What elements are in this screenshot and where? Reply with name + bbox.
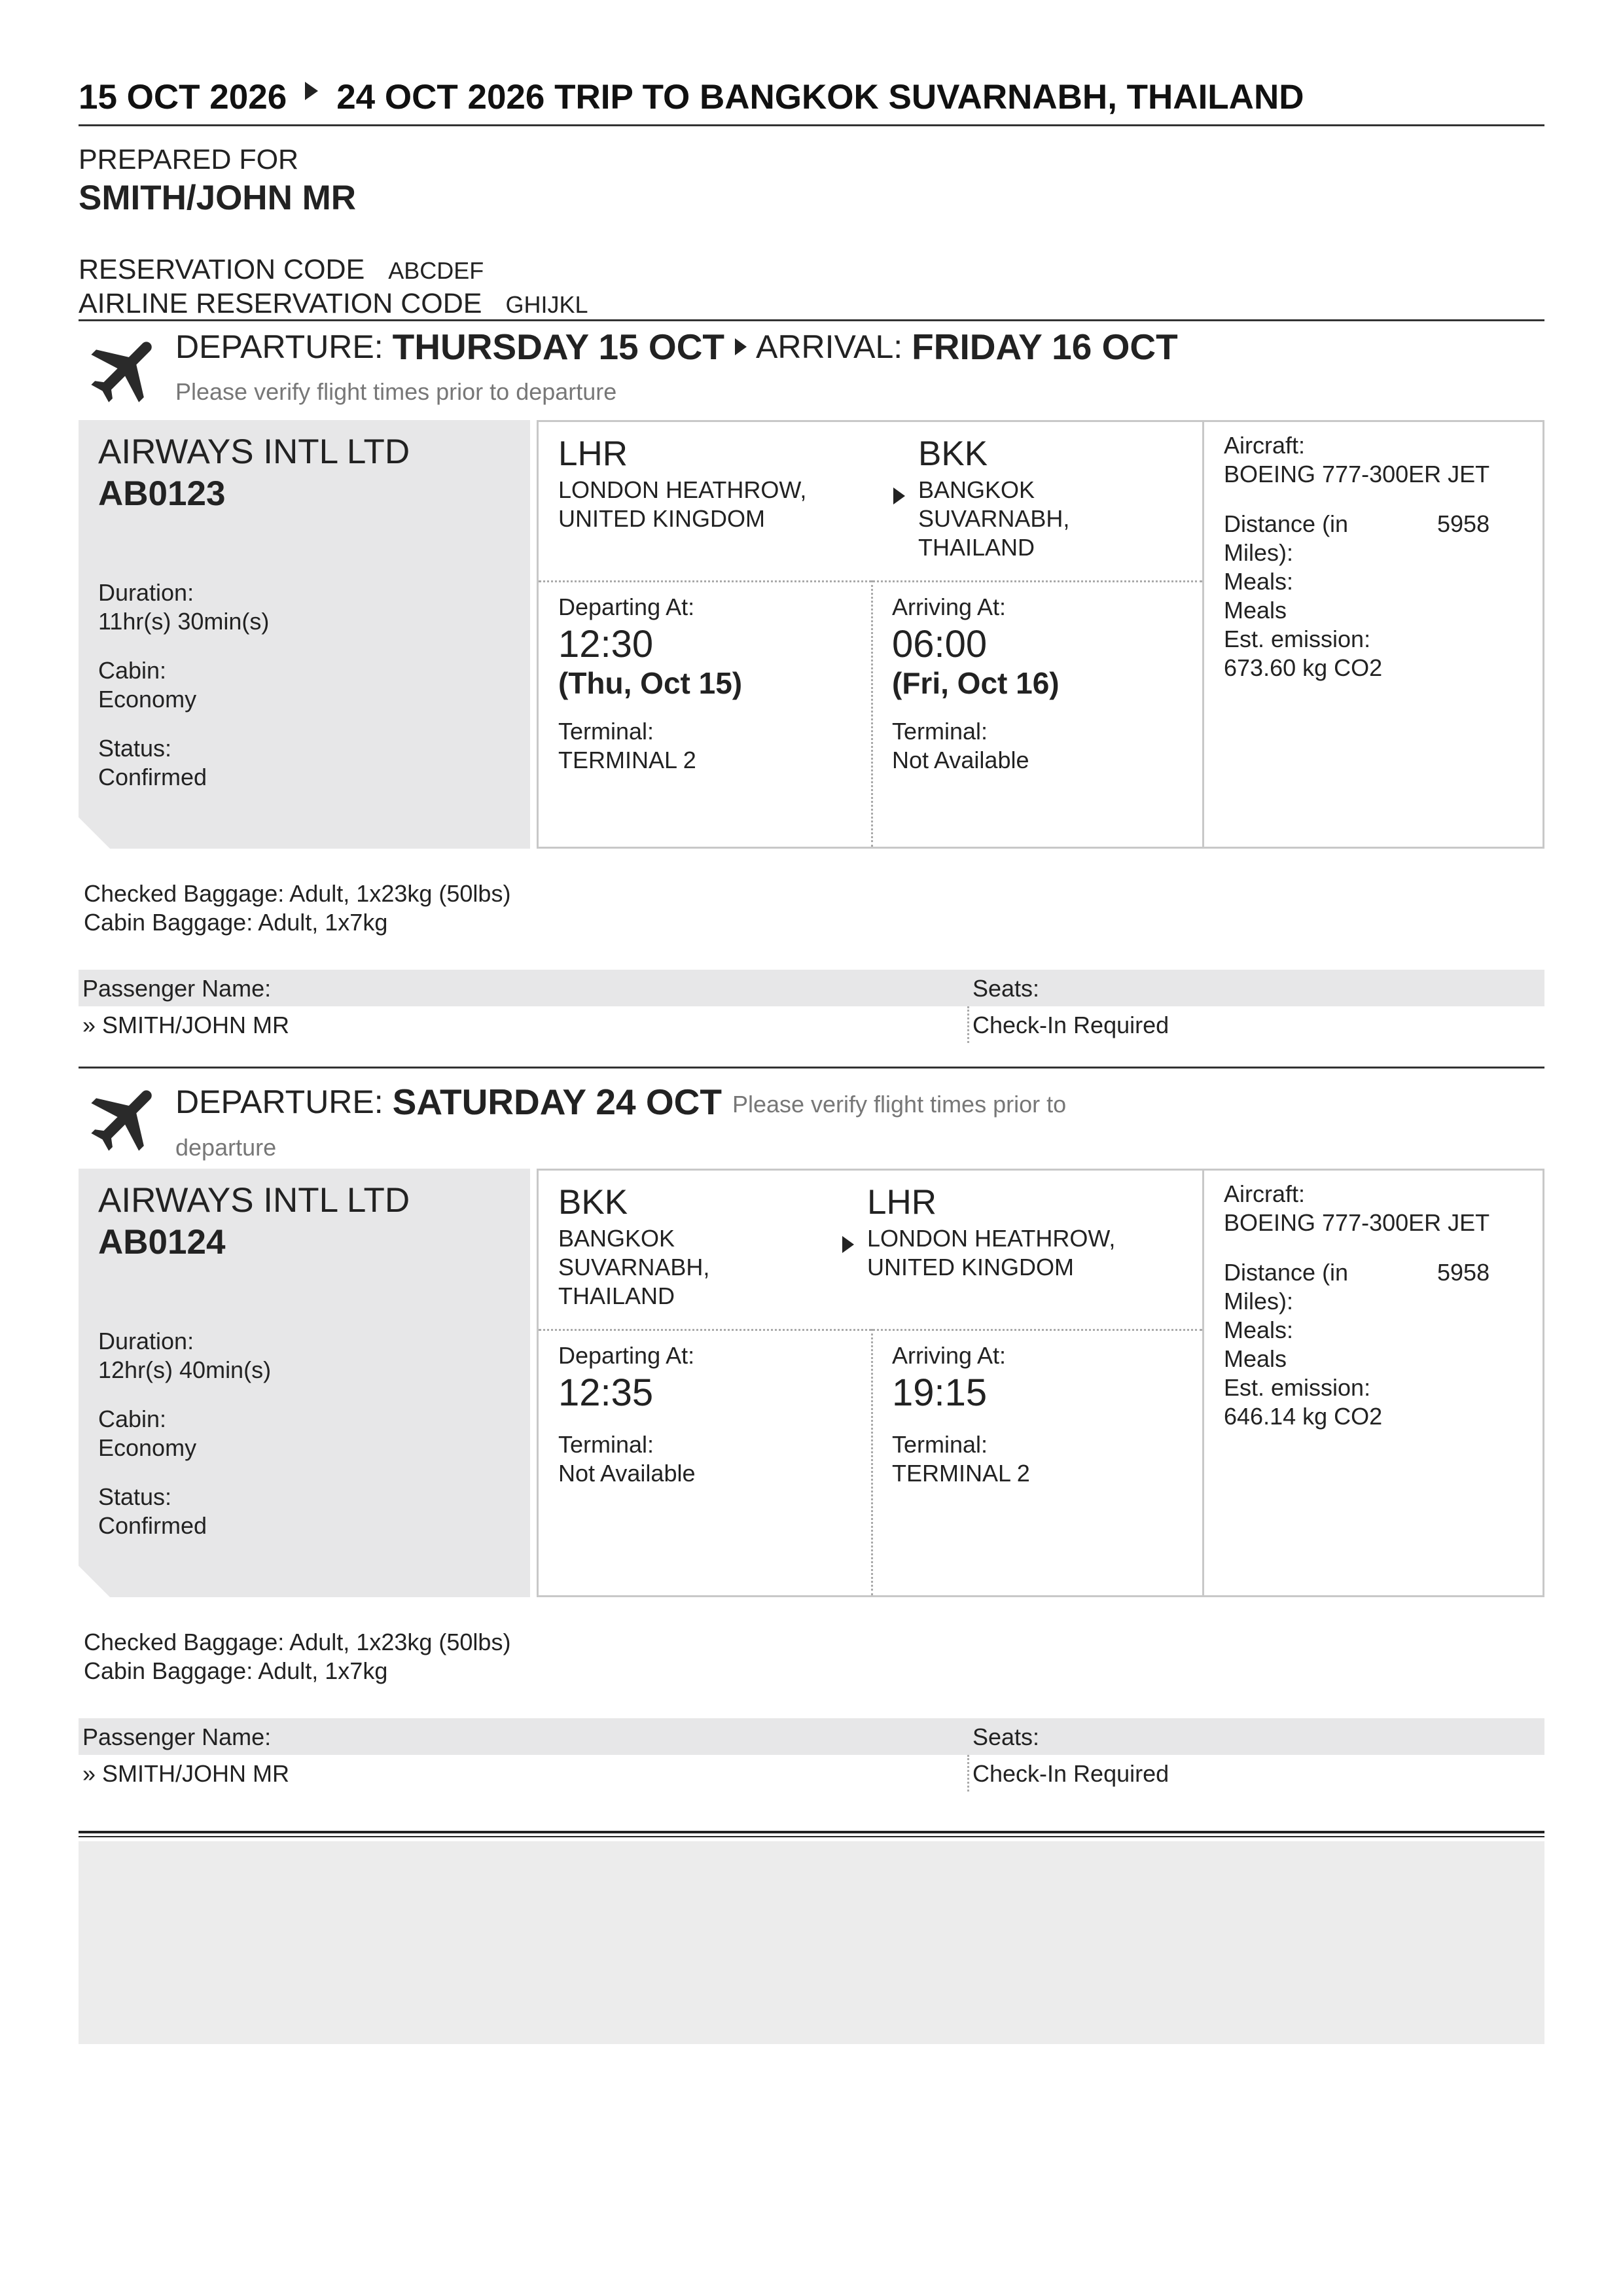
meals-label: Meals: [1224,568,1294,595]
cabin-baggage: Cabin Baggage: Adult, 1x7kg [84,909,388,936]
destination-city: BANGKOK SUVARNABH, THAILAND [918,476,1070,561]
airline-name: AIRWAYS INTL LTD [98,433,410,471]
flight1-airline-panel [79,420,530,849]
seat-value: Check-In Required [972,1760,1169,1787]
aircraft-value: BOEING 777-300ER JET [1224,461,1490,487]
emission-label: Est. emission: [1224,1374,1371,1401]
departure-label: DEPARTURE: [175,1084,383,1120]
trip-title [79,77,1544,117]
distance-label: Distance (in Miles): [1224,1259,1349,1315]
flight2-aircraft-box [1204,1169,1544,1597]
duration-value: 12hr(s) 40min(s) [98,1356,272,1383]
cabin-label: Cabin: [98,657,167,684]
meals-value: Meals [1224,597,1287,624]
arrow-right-icon [893,487,905,504]
checked-baggage: Checked Baggage: Adult, 1x23kg (50lbs) [84,1629,511,1655]
flight1-passenger-row [79,1006,1544,1046]
status-value: Confirmed [98,764,207,790]
emission-label: Est. emission: [1224,626,1371,652]
arriving-at-label: Arriving At: [892,593,1007,620]
divider [539,1329,1202,1331]
aircraft-value: BOEING 777-300ER JET [1224,1209,1490,1236]
arrow-right-icon [735,338,747,355]
flight1-arrival-day: FRIDAY 16 OCT [912,327,1178,367]
airline-reservation-code-value: GHIJKL [505,291,588,318]
origin-code: BKK [558,1183,628,1222]
status-label: Status: [98,1483,172,1510]
duration-label: Duration: [98,1328,194,1354]
arrival-terminal: Not Available [892,747,1029,773]
flight1-aircraft-box [1204,420,1544,849]
status-value: Confirmed [98,1512,207,1539]
panel-corner [79,1566,110,1597]
terminal-label: Terminal: [892,718,988,745]
emission-value: 673.60 kg CO2 [1224,654,1383,681]
emission-value: 646.14 kg CO2 [1224,1403,1383,1430]
verify-times-note: Please verify flight times prior to departure [175,378,617,405]
flight2-passenger-row [79,1755,1544,1794]
cabin-label: Cabin: [98,1405,167,1432]
flight2-airline-panel [79,1169,530,1597]
arrow-right-icon [305,82,318,100]
divider [967,1006,969,1043]
divider [871,580,873,847]
flight-number: AB0124 [98,1223,226,1262]
flight2-baggage [84,1628,510,1686]
arrival-date: (Fri, Oct 16) [892,666,1060,700]
flight1-route-box [537,420,1204,849]
terminal-label: Terminal: [558,718,654,745]
arrival-label: ARRIVAL: [756,328,903,365]
departure-date: (Thu, Oct 15) [558,666,743,700]
divider [79,319,1544,321]
origin-code: LHR [558,434,628,473]
arrow-right-icon [842,1236,854,1253]
seats-label: Seats: [972,975,1040,1002]
checked-baggage: Checked Baggage: Adult, 1x23kg (50lbs) [84,880,511,907]
meals-label: Meals: [1224,1316,1294,1343]
origin-city: BANGKOK SUVARNABH, THAILAND [558,1225,710,1309]
passenger-name: » SMITH/JOHN MR [82,1760,290,1787]
departure-terminal: TERMINAL 2 [558,747,696,773]
seat-value: Check-In Required [972,1012,1169,1038]
status-label: Status: [98,735,172,762]
panel-corner [79,817,110,849]
duration-label: Duration: [98,579,194,606]
verify-times-note-cont: departure [175,1134,277,1161]
arrival-terminal: TERMINAL 2 [892,1460,1030,1487]
destination-city: LONDON HEATHROW, UNITED KINGDOM [867,1225,1116,1280]
trip-title-rest: 24 OCT 2026 TRIP TO BANGKOK SUVARNABH, THAILAND [336,78,1304,116]
flight2-departure-day: SATURDAY 24 OCT [392,1082,722,1122]
airplane-icon [84,327,169,412]
departure-terminal: Not Available [558,1460,696,1487]
aircraft-label: Aircraft: [1224,1180,1306,1207]
duration-value: 11hr(s) 30min(s) [98,608,270,635]
airline-reservation-code-label: AIRLINE RESERVATION CODE [79,288,482,319]
flight1-departure-line [175,326,1178,368]
departing-at-label: Departing At: [558,593,695,620]
passenger-name-label: Passenger Name: [82,975,272,1002]
distance-value: 5958 [1437,510,1490,537]
flight2-departure-line [175,1081,1066,1123]
flight2-route-box [537,1169,1204,1597]
flight-number: AB0123 [98,474,226,513]
aircraft-label: Aircraft: [1224,432,1306,459]
terminal-label: Terminal: [558,1431,654,1458]
seats-label: Seats: [972,1723,1040,1750]
flight1-departure-day: THURSDAY 15 OCT [392,327,725,367]
origin-city: LONDON HEATHROW, UNITED KINGDOM [558,476,807,532]
reservation-code-label: RESERVATION CODE [79,254,365,285]
cabin-value: Economy [98,686,197,713]
cabin-value: Economy [98,1434,197,1461]
passenger-name: » SMITH/JOHN MR [82,1012,290,1038]
cabin-baggage: Cabin Baggage: Adult, 1x7kg [84,1657,388,1684]
divider [967,1755,969,1792]
airline-name: AIRWAYS INTL LTD [98,1181,410,1220]
passenger-name-label: Passenger Name: [82,1723,272,1750]
reservation-code-value: ABCDEF [388,257,484,284]
airplane-icon [84,1076,169,1161]
departure-label: DEPARTURE: [175,328,383,365]
flight1-passenger-header [79,970,1544,1006]
arrival-time: 19:15 [892,1371,988,1414]
divider [539,580,1202,582]
meals-value: Meals [1224,1345,1287,1372]
verify-times-note: Please verify flight times prior to [732,1091,1067,1118]
divider [79,1067,1544,1069]
reservation-code-row [79,254,484,286]
footer-block [79,1841,1544,2044]
distance-value: 5958 [1437,1259,1490,1286]
arrival-time: 06:00 [892,623,988,665]
trip-header [79,77,1544,126]
distance-label: Distance (in Miles): [1224,510,1349,566]
destination-code: LHR [867,1183,937,1222]
trip-start-date: 15 OCT 2026 [79,78,287,116]
divider [79,1831,1544,1833]
departing-at-label: Departing At: [558,1342,695,1369]
destination-code: BKK [918,434,988,473]
departure-time: 12:35 [558,1371,654,1414]
divider [79,1836,1544,1837]
terminal-label: Terminal: [892,1431,988,1458]
divider [871,1329,873,1595]
departure-time: 12:30 [558,623,654,665]
airline-reservation-code-row [79,288,588,320]
arriving-at-label: Arriving At: [892,1342,1007,1369]
prepared-for-label: PREPARED FOR [79,144,299,175]
passenger-name-heading: SMITH/JOHN MR [79,179,356,217]
flight1-baggage [84,879,510,937]
flight2-passenger-header [79,1718,1544,1755]
